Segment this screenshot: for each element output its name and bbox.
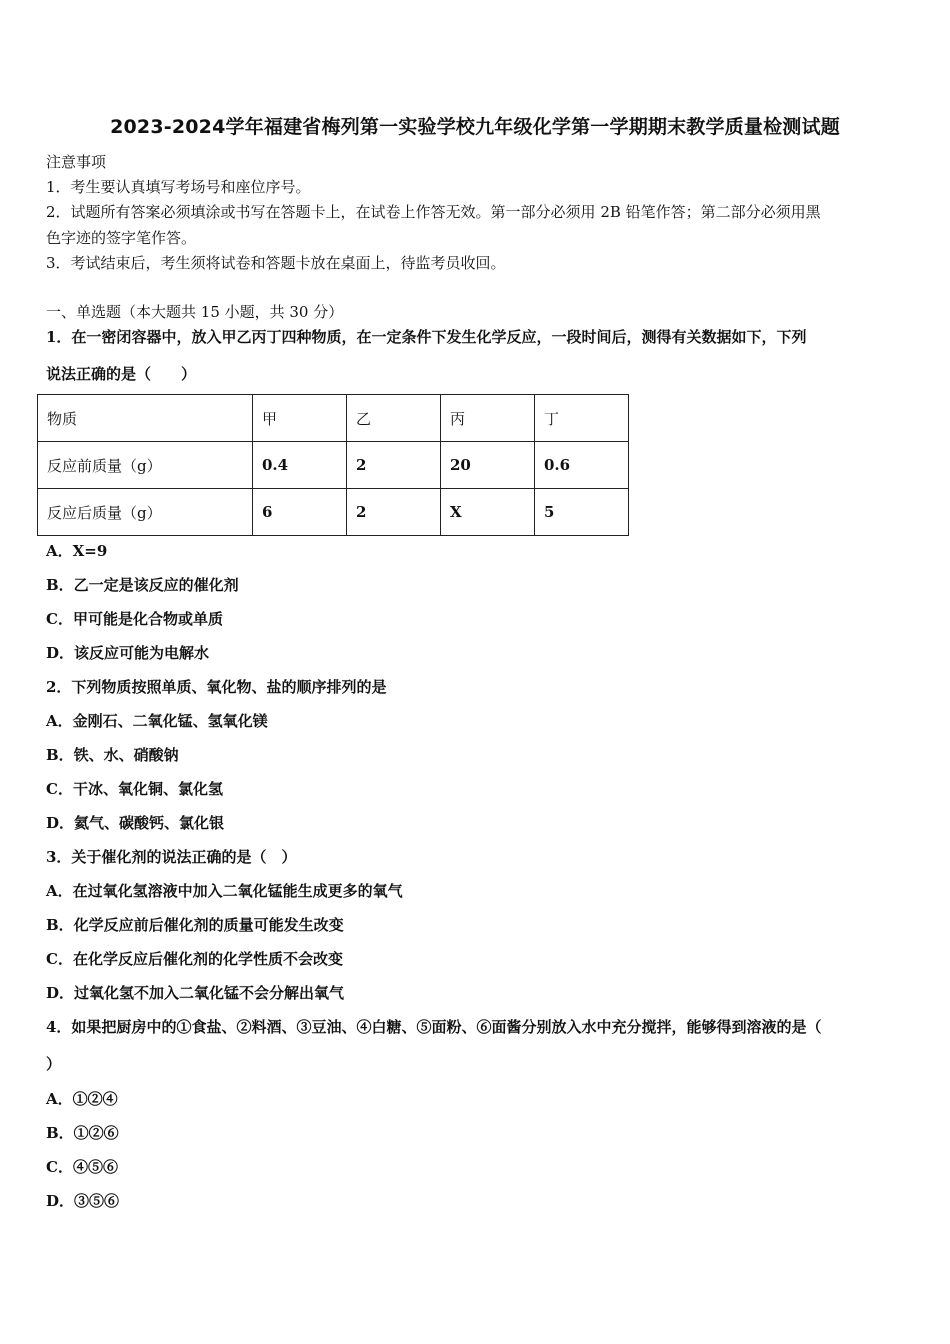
notice-item: 1．考生要认真填写考场号和座位序号。	[46, 178, 311, 196]
q4-stem-cont: ）	[46, 1055, 62, 1073]
notice-item: 2．试题所有答案必须填涂或书写在答题卡上，在试卷上作答无效。第一部分必须用 2B 铅笔作答；第二部分必须用黑	[46, 203, 821, 221]
table-cell: 甲	[253, 395, 347, 442]
table-cell: 5	[535, 489, 629, 536]
q1-option-b: B．乙一定是该反应的催化剂	[46, 576, 239, 594]
table-cell: 6	[253, 489, 347, 536]
notice-item: 色字迹的签字笔作答。	[46, 229, 197, 247]
table-cell: 20	[441, 442, 535, 489]
q1-option-a: A．X=9	[46, 542, 108, 560]
table-cell: 乙	[347, 395, 441, 442]
q2-option-c: C．干冰、氧化铜、氯化氢	[46, 780, 223, 798]
q2-stem: 2．下列物质按照单质、氧化物、盐的顺序排列的是	[46, 678, 387, 696]
q3-option-d: D．过氧化氢不加入二氧化锰不会分解出氧气	[46, 984, 345, 1002]
q1-stem-cont: 说法正确的是（ ）	[46, 365, 197, 383]
q1-option-d: D．该反应可能为电解水	[46, 644, 210, 662]
section-heading: 一、单选题（本大题共 15 小题，共 30 分）	[46, 303, 344, 321]
q1-data-table	[37, 394, 629, 536]
table-row	[38, 442, 629, 489]
q1-stem: 1．在一密闭容器中，放入甲乙丙丁四种物质，在一定条件下发生化学反应，一段时间后，测得有关数据如下，下列	[46, 328, 807, 346]
table-row	[38, 489, 629, 536]
q3-option-a: A．在过氧化氢溶液中加入二氧化锰能生成更多的氧气	[46, 882, 403, 900]
table-cell: 0.4	[253, 442, 347, 489]
q4-option-b: B．①②⑥	[46, 1124, 119, 1142]
q2-option-b: B．铁、水、硝酸钠	[46, 746, 179, 764]
table-cell: 丁	[535, 395, 629, 442]
table-cell: 2	[347, 489, 441, 536]
notice-item: 3．考试结束后，考生须将试卷和答题卡放在桌面上，待监考员收回。	[46, 254, 506, 272]
q3-stem: 3．关于催化剂的说法正确的是（ ）	[46, 848, 297, 866]
table-cell: 丙	[441, 395, 535, 442]
q3-option-b: B．化学反应前后催化剂的质量可能发生改变	[46, 916, 344, 934]
exam-title: 2023-2024学年福建省梅列第一实验学校九年级化学第一学期期末教学质量检测试题	[110, 116, 840, 138]
table-cell: 0.6	[535, 442, 629, 489]
q4-stem: 4．如果把厨房中的①食盐、②料酒、③豆油、④白糖、⑤面粉、⑥面酱分别放入水中充分搅拌，能够得到溶液的是（	[46, 1018, 822, 1036]
q4-option-c: C．④⑤⑥	[46, 1158, 118, 1176]
table-cell: 反应前质量（g）	[38, 442, 253, 489]
q2-option-d: D．氦气、碳酸钙、氯化银	[46, 814, 225, 832]
q4-option-d: D．③⑤⑥	[46, 1192, 120, 1210]
table-cell: 2	[347, 442, 441, 489]
q4-option-a: A．①②④	[46, 1090, 118, 1108]
table-cell: X	[441, 489, 535, 536]
notice-heading: 注意事项	[46, 153, 107, 171]
table-header-row	[38, 395, 629, 442]
table-cell: 反应后质量（g）	[38, 489, 253, 536]
table-cell: 物质	[38, 395, 253, 442]
q2-option-a: A．金刚石、二氧化锰、氢氧化镁	[46, 712, 268, 730]
q3-option-c: C．在化学反应后催化剂的化学性质不会改变	[46, 950, 343, 968]
q1-option-c: C．甲可能是化合物或单质	[46, 610, 223, 628]
